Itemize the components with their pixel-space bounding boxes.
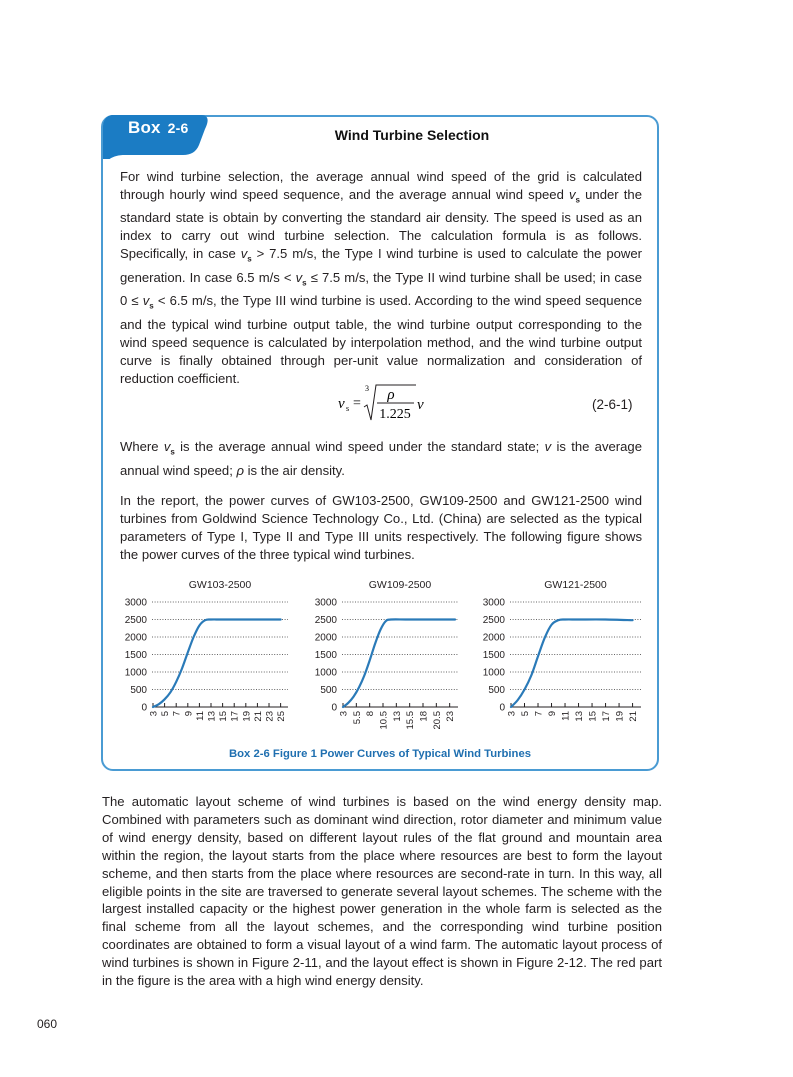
svg-text:23: 23	[264, 711, 276, 722]
box-paragraph-1: For wind turbine selection, the average annual wind speed of the grid is calculated through hourly wind speed sequence, and the average annual wind speed $v_s$ under the standard state is obtain by converting the standard air density. The speed is used as an index to carry out wind turbine selection. The calculation formula is as follows. Specifically, in case $v_s > 7.5$ m/s, the Type I wind turbine is used to calculate the power generation. In case 6.5 $m/s < v_s \le 7.5$ m/s, the Type II wind turbine shall be used; in case $0 \le v_s < 6.5$ m/s, the Type III wind turbine is used. According to the wind speed sequence and the typical wind turbine output table, the wind turbine output corresponding to the wind speed sequence is calculated by interpolation method, and the wind turbine output curve is finally obtained through per-unit value normalization and consideration of reduction coefficient.	[120, 169, 642, 386]
svg-text:3: 3	[506, 711, 518, 717]
formula-graphic	[336, 382, 446, 424]
svg-text:23: 23	[445, 711, 457, 722]
svg-text:500: 500	[130, 685, 147, 696]
svg-text:2500: 2500	[124, 615, 147, 626]
svg-text:2500: 2500	[482, 615, 505, 626]
svg-text:1000: 1000	[482, 667, 505, 679]
svg-text:25: 25	[276, 711, 288, 722]
svg-text:ρ: ρ	[387, 387, 395, 403]
svg-text:s: s	[346, 404, 350, 413]
chart-svg	[112, 576, 292, 736]
svg-text:21: 21	[628, 711, 640, 722]
power-curve-line	[343, 619, 455, 707]
svg-text:1000: 1000	[124, 667, 147, 679]
svg-text:9: 9	[183, 711, 195, 717]
power-curve-line	[511, 619, 633, 707]
equation-number: (2-6-1)	[592, 397, 633, 412]
svg-text:15: 15	[218, 711, 230, 722]
body-paragraph: The automatic layout scheme of wind turbines is based on the wind energy density map. Combined with parameters such as dominant wind direction, rotor diameter and minimum value of wind energy density, based on different layout rules of the flat ground and mountain area within the region, the layout starts from the place where resources are best to form the layout scheme, and then starts from the place where resources are second-rate in turn. In this way, all eligible points in the site are traversed to generate several layout schemes. The scheme with the largest installed capacity or the highest power generation in the whole farm is selected as the final scheme from all the layout schemes, and the corresponding wind turbine position coordinates are obtained to form a visual layout of a wind farm. The automatic layout process of wind turbines is shown in Figure 2-11, and the layout effect is shown in Figure 2-12. The red part in the figure is the area with a high wind energy density.	[102, 794, 662, 989]
chart-title: GW121-2500	[544, 579, 607, 591]
svg-text:19: 19	[241, 711, 253, 722]
svg-text:3000: 3000	[314, 597, 337, 609]
svg-text:10.5: 10.5	[378, 711, 390, 730]
box-paragraph-3: In the report, the power curves of GW103-2500, GW109-2500 and GW121-2500 wind turbines from Goldwind Science Technology Co., Ltd. (China) are selected as the typical parameters of Type I, Type II and Type III units respectively. The following figure shows the power curves of the three typical wind turbines.	[120, 493, 642, 562]
svg-text:13: 13	[574, 711, 586, 722]
power-curve-line	[153, 619, 281, 707]
page-number: 060	[37, 1017, 58, 1031]
svg-text:15: 15	[587, 711, 599, 722]
chart-gw121-2500	[470, 576, 645, 736]
svg-text:0: 0	[499, 702, 505, 714]
svg-text:3: 3	[148, 711, 160, 717]
svg-text:9: 9	[547, 711, 559, 717]
svg-text:17: 17	[229, 711, 241, 722]
svg-text:20.5: 20.5	[431, 711, 443, 730]
svg-text:500: 500	[488, 685, 505, 696]
chart-gw103-2500	[112, 576, 292, 736]
svg-text:18: 18	[418, 711, 430, 722]
svg-text:3: 3	[365, 384, 369, 393]
svg-text:v: v	[338, 396, 345, 412]
box-title: Wind Turbine Selection	[334, 127, 490, 143]
svg-text:3000: 3000	[482, 597, 505, 609]
svg-text:5: 5	[160, 711, 172, 717]
svg-text:13: 13	[391, 711, 403, 722]
svg-text:500: 500	[320, 685, 337, 696]
svg-text:8: 8	[365, 711, 377, 717]
svg-text:13: 13	[206, 711, 218, 722]
svg-text:21: 21	[252, 711, 264, 722]
svg-text:1000: 1000	[314, 667, 337, 679]
svg-text:v: v	[417, 397, 424, 413]
figure-caption: Box 2-6 Figure 1 Power Curves of Typical Wind Turbines	[228, 748, 532, 760]
box-label-text: Box	[128, 118, 161, 137]
svg-text:15.5: 15.5	[405, 711, 417, 730]
box-number: 2-6	[167, 120, 189, 136]
svg-text:2000: 2000	[124, 632, 147, 644]
svg-text:11: 11	[194, 711, 206, 721]
chart-title: GW103-2500	[188, 579, 252, 591]
svg-text:17: 17	[601, 711, 613, 722]
svg-text:1500: 1500	[314, 650, 337, 661]
svg-text:=: =	[353, 396, 361, 411]
svg-text:5: 5	[520, 711, 532, 717]
box-paragraph-2: Where $v_s$ is the average annual wind speed under the standard state; v is the average annual wind speed; ρ is the air density.	[120, 439, 642, 478]
svg-text:3: 3	[338, 711, 350, 717]
svg-text:0: 0	[141, 702, 147, 714]
svg-text:5.5: 5.5	[351, 711, 363, 725]
svg-text:1.225: 1.225	[379, 407, 411, 422]
svg-text:19: 19	[614, 711, 626, 722]
formula-2-6-1	[336, 382, 446, 424]
svg-text:2500: 2500	[314, 615, 337, 626]
svg-text:2000: 2000	[482, 632, 505, 644]
svg-text:11: 11	[560, 711, 572, 721]
chart-gw109-2500	[302, 576, 462, 736]
svg-text:7: 7	[171, 711, 183, 717]
chart-svg	[470, 576, 645, 736]
svg-text:3000: 3000	[124, 597, 147, 609]
svg-text:1500: 1500	[124, 650, 147, 661]
svg-text:2000: 2000	[314, 632, 337, 644]
chart-svg	[302, 576, 462, 736]
svg-text:7: 7	[533, 711, 545, 717]
svg-text:1500: 1500	[482, 650, 505, 661]
chart-title: GW109-2500	[368, 579, 432, 591]
svg-text:0: 0	[331, 702, 337, 714]
